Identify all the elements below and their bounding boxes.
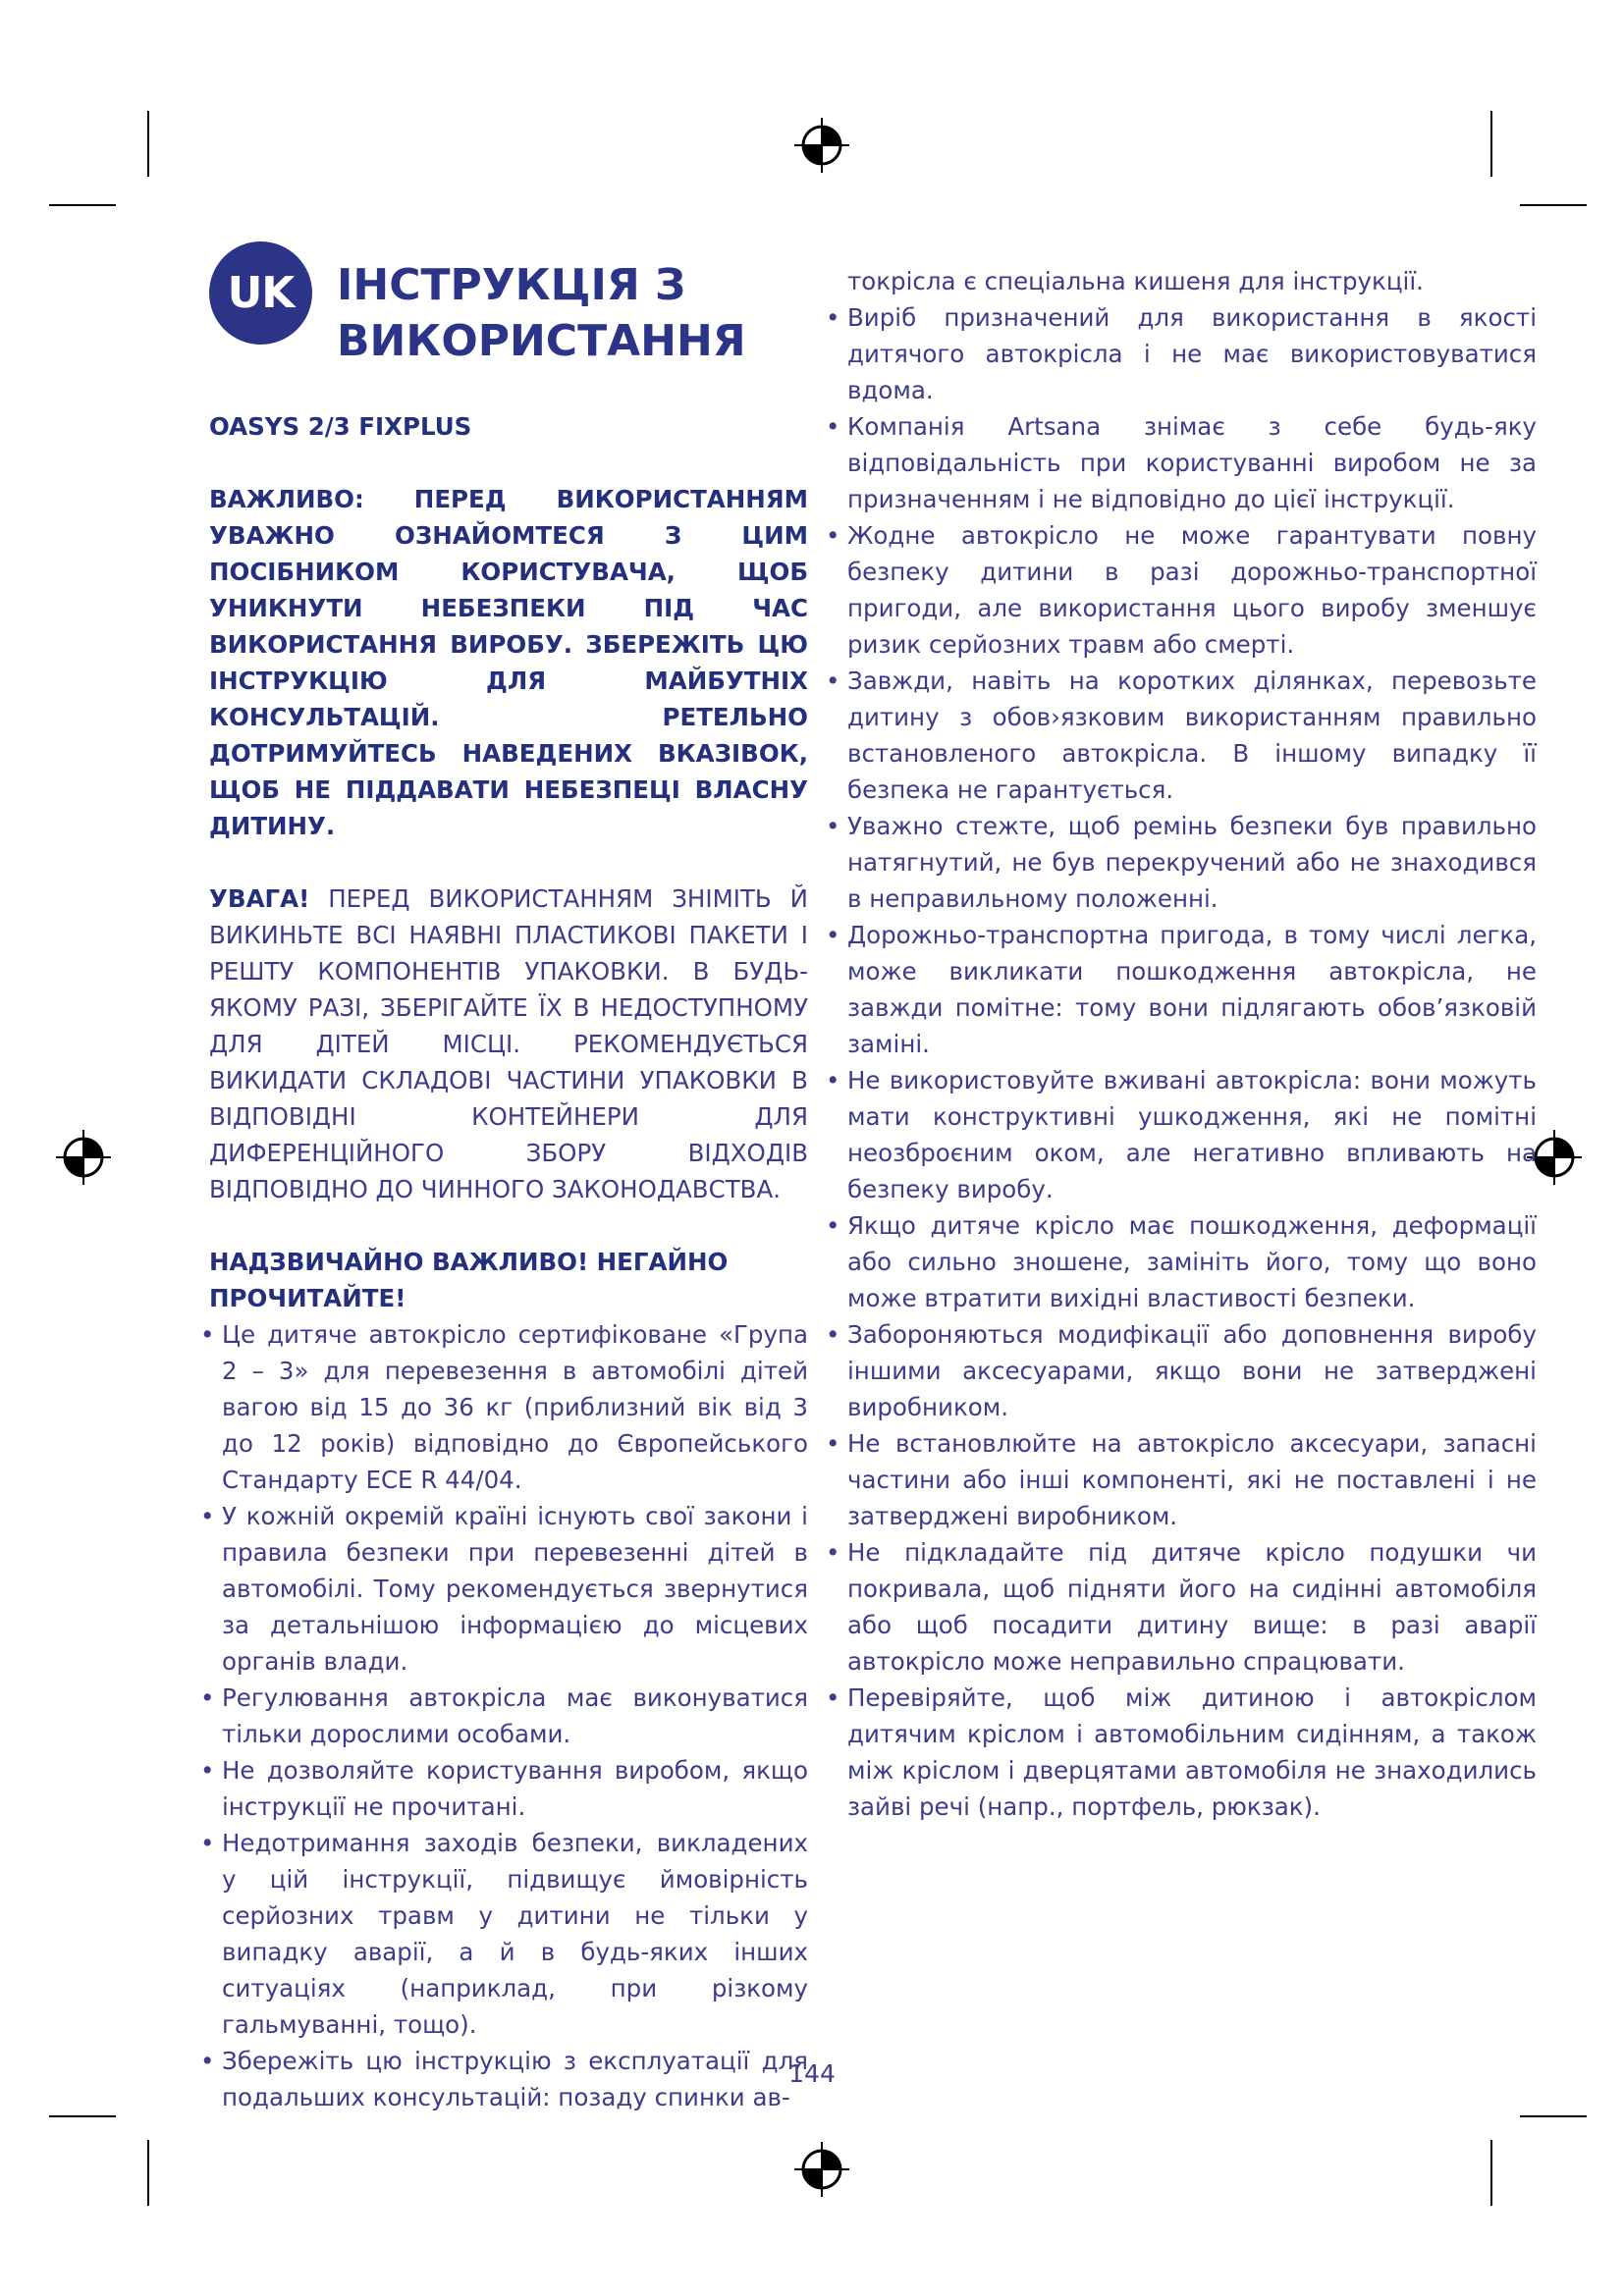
list-item: • Перевіряйте, щоб між дитиною і автокріслом дитячим кріслом і автомобільним сидінням, а також між кріслом і дверцятами автомобіля не знаходились зайві речі (напр., портфель, рюкзак). [835, 1680, 1537, 1825]
list-item: • Забороняються модифікації або доповнення виробу іншими аксесуарами, якщо вони не затверджені виробником. [835, 1316, 1537, 1425]
crop-mark [147, 111, 149, 177]
crop-mark [49, 2115, 116, 2117]
list-item: • Жодне автокрісло не може гарантувати повну безпеку дитини в разі дорожньо-транспортної пригоди, але використання цього виробу зменшує ризик серйозних травм або смерті. [835, 517, 1537, 663]
warning-label: УВАГА! [209, 884, 310, 913]
registration-mark-icon [794, 2142, 849, 2197]
safety-list-left [209, 1316, 808, 2115]
important-notice: ВАЖЛИВО: ПЕРЕД ВИКОРИСТАННЯМ УВАЖНО ОЗНАЙОМТЕСЯ З ЦИМ ПОСІБНИКОМ КОРИСТУВАЧА, ЩОБ УНИКНУТИ НЕБЕЗПЕКИ ПІД ЧАС ВИКОРИСТАННЯ ВИРОБУ. ЗБЕРЕЖІТЬ ЦЮ ІНСТРУКЦІЮ ДЛЯ МАЙБУТНІХ КОНСУЛЬТАЦІЙ. РЕТЕЛЬНО ДОТРИМУЙТЕСЬ НАВЕДЕНИХ ВКАЗІВОК, ЩОБ НЕ ПІДДАВАТИ НЕБЕЗПЕЦІ ВЛАСНУ ДИТИНУ. [209, 485, 808, 840]
list-item: • Не використовуйте вживані автокрісла: вони можуть мати конструктивні ушкодження, які не помітні неозброєним оком, але негативно впливають на безпеку виробу. [835, 1062, 1537, 1207]
left-column [209, 408, 808, 2115]
list-item: • Це дитяче автокрісло сертифіковане «Група 2 – 3» для перевезення в автомобілі дітей вагою від 15 до 36 кг (приблизний вік від 3 до 12 років) відповідно до Європейського Стандарту ECE R 44/04. [209, 1316, 808, 1498]
registration-mark-icon [56, 1130, 111, 1185]
safety-list-right [835, 299, 1537, 1825]
crop-mark [1520, 2115, 1587, 2117]
registration-mark-icon [794, 118, 849, 173]
warning-text: ПЕРЕД ВИКОРИСТАННЯМ ЗНІМІТЬ Й ВИКИНЬТЕ ВСІ НАЯВНІ ПЛАСТИКОВІ ПАКЕТИ І РЕШТУ КОМПОНЕНТІВ УПАКОВКИ. В БУДЬ-ЯКОМУ РАЗІ, ЗБЕРІГАЙТЕ ЇХ В НЕДОСТУПНОМУ ДЛЯ ДІТЕЙ МІСЦІ. РЕКОМЕНДУЄТЬСЯ ВИКИДАТИ СКЛАДОВІ ЧАСТИНИ УПАКОВКИ В ВІДПОВІДНІ КОНТЕЙНЕРИ ДЛЯ ДИФЕРЕНЦІЙНОГО ЗБОРУ ВІДХОДІВ ВІДПОВІДНО ДО ЧИННОГО ЗАКОНОДАВСТВА. [209, 884, 808, 1203]
list-item: • Завжди, навіть на коротких ділянках, перевозьте дитину з обов›язковим використанням правильно встановленого автокрісла. В іншому випадку її безпека не гарантується. [835, 663, 1537, 808]
list-item: • Недотримання заходів безпеки, викладених у цій інструкції, підвищує ймовірність серйозних травм у дитини не тільки у випадку аварії, а й в будь-яких інших ситуаціях (наприклад, при різкому гальмуванні, тощо). [209, 1825, 808, 2043]
list-item: • Регулювання автокрісла має виконуватися тільки дорослими особами. [209, 1680, 808, 1752]
crop-mark [1520, 204, 1587, 206]
crop-mark [147, 2140, 149, 2206]
list-item: • Не підкладайте під дитяче крісло подушки чи покривала, щоб підняти його на сидінні автомобіля або щоб посадити дитину вище: в разі аварії автокрісло може неправильно спрацювати. [835, 1534, 1537, 1680]
section-heading: НАДЗВИЧАЙНО ВАЖЛИВО! НЕГАЙНО ПРОЧИТАЙТЕ! [209, 1248, 729, 1312]
list-item: • Збережіть цю інструкцію з експлуатації для подальших консультацій: позаду спинки ав- [209, 2043, 808, 2115]
warning-paragraph [209, 881, 808, 1207]
list-item: • Дорожньо-транспортна пригода, в тому числі легка, може викликати пошкодження автокрісла, не завжди помітне: тому вони підлягають обов’язковій заміні. [835, 917, 1537, 1062]
list-item: • Виріб призначений для використання в якості дитячого автокрісла і не має використовуватися вдома. [835, 299, 1537, 408]
page-number: 144 [788, 2059, 836, 2088]
list-item: • Уважно стежте, щоб ремінь безпеки був правильно натягнутий, не був перекручений або не знаходився в неправильному положенні. [835, 808, 1537, 917]
continued-text: токрісла є спеціальна кишеня для інструкції. [847, 267, 1424, 295]
right-column [835, 263, 1537, 1825]
list-item: • У кожній окремій країні існують свої закони і правила безпеки при перевезенні дітей в автомобілі. Тому рекомендується звернутися за детальнішою інформацією до місцевих органів влади. [209, 1498, 808, 1680]
list-item: • Компанія Artsana знімає з себе будь-яку відповідальність при користуванні виробом не за призначенням і не відповідно до цієї інструкції. [835, 408, 1537, 517]
page-title: ІНСТРУКЦІЯ З ВИКОРИСТАННЯ [337, 260, 746, 366]
list-item: • Не дозволяйте користування виробом, якщо інструкції не прочитані. [209, 1752, 808, 1825]
crop-mark [49, 204, 116, 206]
crop-mark [1490, 2140, 1492, 2206]
list-item: • Якщо дитяче крісло має пошкодження, деформації або сильно зношене, замініть його, тому що воно може втратити вихідні властивості безпеки. [835, 1207, 1537, 1316]
language-badge: UK [209, 241, 312, 345]
list-item: • Не встановлюйте на автокрісло аксесуари, запасні частини або інші компоненті, які не поставлені і не затверджені виробником. [835, 1425, 1537, 1534]
crop-mark [1490, 111, 1492, 177]
product-model: OASYS 2/3 FIXPLUS [209, 412, 472, 441]
